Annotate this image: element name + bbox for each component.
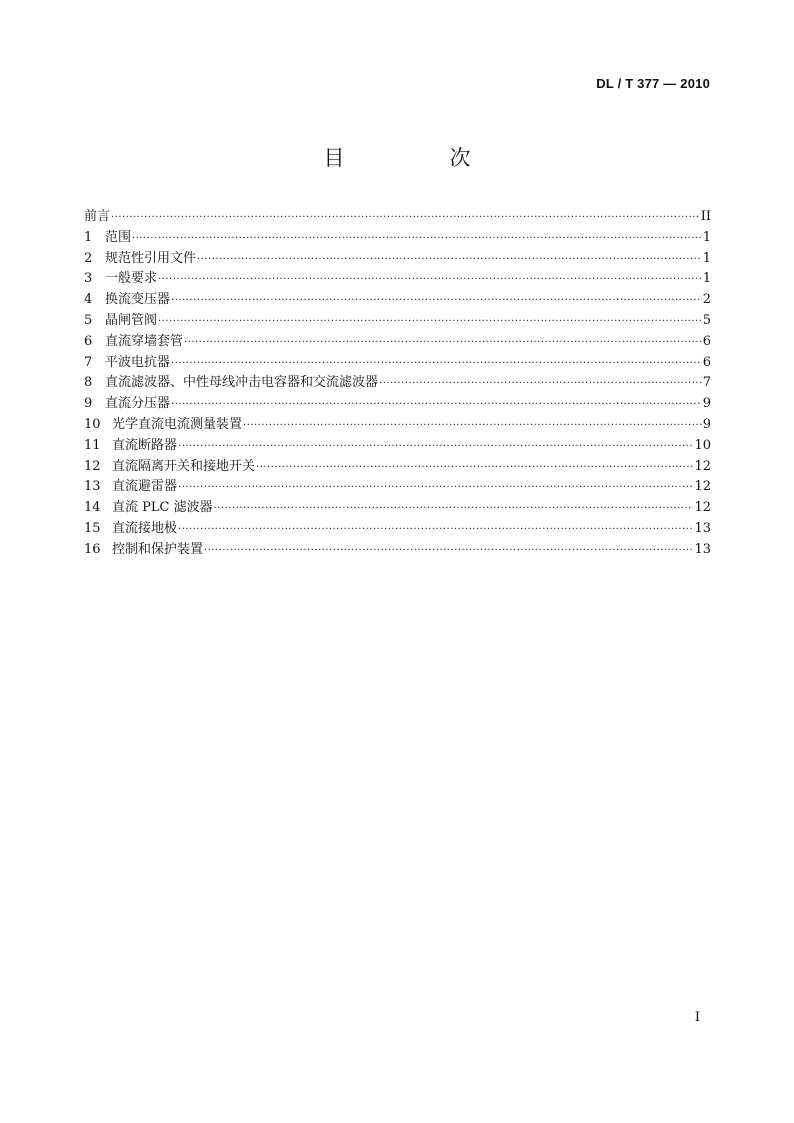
toc-leader-dots: [158, 270, 702, 291]
toc-title: 一般要求: [105, 271, 158, 287]
toc-number: 7: [84, 354, 93, 370]
toc-leader-dots: [158, 312, 702, 333]
toc-page: 2: [702, 292, 711, 308]
toc-title: 平波电抗器: [105, 354, 171, 370]
page-number: I: [694, 1010, 700, 1025]
toc-leader-dots: [178, 437, 693, 458]
toc-number: 6: [84, 333, 93, 349]
toc-entry-1[interactable]: [84, 228, 711, 249]
toc-page: 12: [694, 500, 711, 516]
toc-title: 直流接地极: [112, 520, 178, 536]
toc-leader-dots: [204, 541, 693, 562]
toc-page: 1: [702, 229, 711, 245]
toc-page: 10: [694, 437, 711, 453]
toc-number: 11: [84, 437, 101, 453]
toc-entry-3[interactable]: [84, 269, 711, 290]
toc-entry-10[interactable]: [84, 415, 711, 436]
toc-entry-15[interactable]: [84, 519, 711, 540]
toc-number: 15: [84, 520, 101, 536]
toc-entry-12[interactable]: [84, 457, 711, 478]
toc-number: 1: [84, 229, 93, 245]
toc-entry-4[interactable]: [84, 290, 711, 311]
toc-entry-7[interactable]: [84, 353, 711, 374]
toc-page: II: [700, 209, 711, 224]
toc-leader-dots: [214, 499, 694, 520]
toc-page: 1: [702, 250, 711, 266]
toc-number: 2: [84, 250, 93, 266]
toc-page: 5: [702, 312, 711, 328]
toc-page: 1: [702, 271, 711, 287]
toc-number: 4: [84, 292, 93, 308]
toc-leader-dots: [379, 374, 702, 395]
toc-number: 14: [84, 500, 101, 516]
toc-entry-5[interactable]: [84, 311, 711, 332]
toc-title: 直流断路器: [112, 437, 178, 453]
toc-title: 换流变压器: [105, 292, 171, 308]
toc-page: 9: [702, 416, 711, 432]
toc-title: 范围: [105, 229, 132, 245]
toc-leader-dots: [132, 229, 702, 250]
toc-leader-dots: [171, 395, 702, 416]
toc-page: 12: [694, 458, 711, 474]
page-title: 目 次: [323, 146, 513, 170]
toc-number: 9: [84, 396, 93, 412]
toc-page: 13: [694, 520, 711, 536]
toc-leader-dots: [184, 333, 702, 354]
toc-number: 10: [84, 416, 101, 432]
toc-number: 12: [84, 458, 101, 474]
toc-leader-dots: [197, 250, 702, 271]
toc-title: 控制和保护装置: [112, 541, 204, 557]
toc-entry-13[interactable]: [84, 477, 711, 498]
toc-title: 直流分压器: [105, 396, 171, 412]
toc-leader-dots: [111, 208, 700, 229]
table-of-contents: [84, 207, 711, 561]
toc-entry-foreword[interactable]: [84, 207, 711, 228]
toc-title: 直流 PLC 滤波器: [112, 500, 213, 516]
toc-entry-14[interactable]: [84, 498, 711, 519]
toc-leader-dots: [178, 478, 693, 499]
toc-entry-8[interactable]: [84, 373, 711, 394]
toc-entry-6[interactable]: [84, 332, 711, 353]
toc-number: 13: [84, 479, 101, 495]
standard-code: DL / T 377 — 2010: [596, 76, 710, 91]
toc-entry-16[interactable]: [84, 540, 711, 561]
toc-page: 7: [702, 375, 711, 391]
toc-number: 3: [84, 271, 93, 287]
toc-title: 规范性引用文件: [105, 250, 197, 266]
toc-title: 直流穿墙套管: [105, 333, 184, 349]
toc-leader-dots: [256, 458, 693, 479]
toc-leader-dots: [171, 354, 702, 375]
toc-entry-2[interactable]: [84, 249, 711, 270]
toc-page: 9: [702, 396, 711, 412]
toc-leader-dots: [243, 416, 702, 437]
toc-page: 6: [702, 333, 711, 349]
toc-title: 前言: [84, 209, 111, 224]
toc-title: 晶闸管阀: [105, 312, 158, 328]
toc-leader-dots: [171, 291, 702, 312]
toc-page: 12: [694, 479, 711, 495]
toc-number: 8: [84, 375, 93, 391]
toc-title: 直流隔离开关和接地开关: [112, 458, 256, 474]
toc-page: 13: [694, 541, 711, 557]
toc-title: 直流避雷器: [112, 479, 178, 495]
toc-number: 16: [84, 541, 101, 557]
toc-page: 6: [702, 354, 711, 370]
toc-entry-9[interactable]: [84, 394, 711, 415]
toc-entry-11[interactable]: [84, 436, 711, 457]
toc-title: 光学直流电流测量装置: [112, 416, 243, 432]
toc-title: 直流滤波器、中性母线冲击电容器和交流滤波器: [105, 375, 379, 391]
toc-leader-dots: [178, 520, 693, 541]
toc-number: 5: [84, 312, 93, 328]
